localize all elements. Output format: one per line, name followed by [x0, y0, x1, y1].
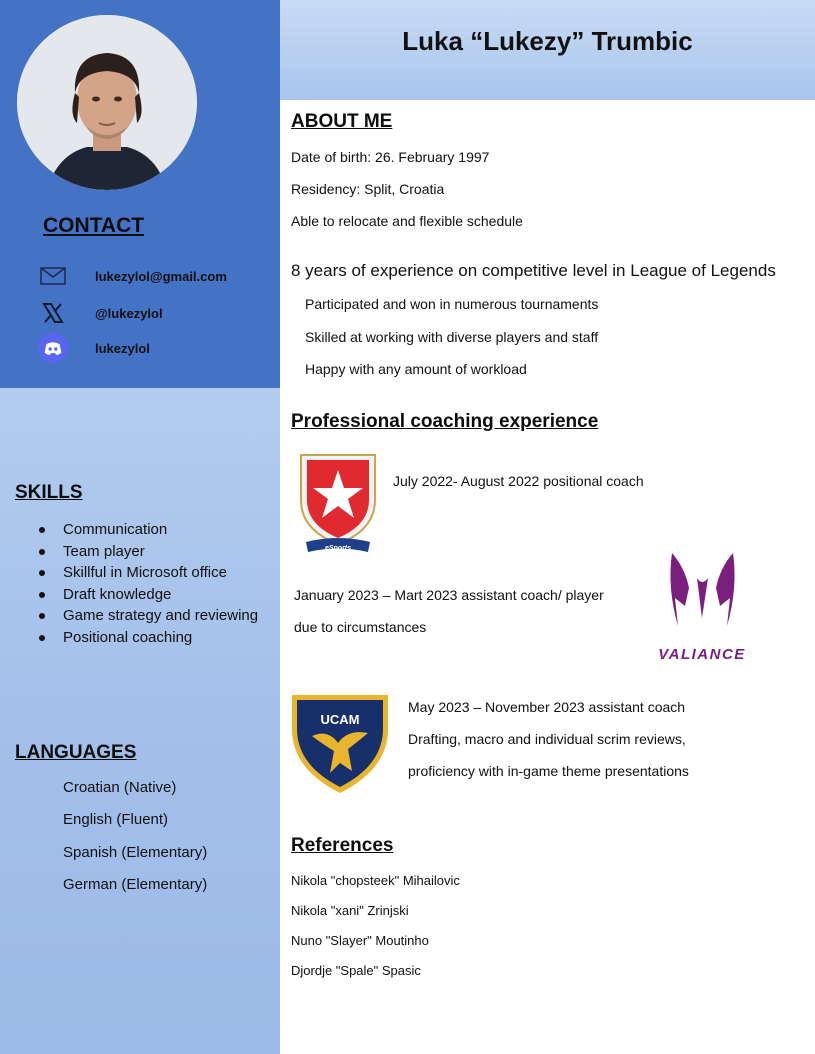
skills-list	[38, 519, 258, 648]
reference-item: Nikola "chopsteek" Mihailovic	[291, 873, 460, 888]
reference-item: Djordje "Spale" Spasic	[291, 963, 421, 978]
references-heading: References	[291, 835, 394, 856]
about-residency: Residency: Split, Croatia	[291, 181, 445, 197]
reference-item: Nikola "xani" Zrinjski	[291, 903, 409, 918]
about-point: Happy with any amount of workload	[305, 361, 527, 377]
about-point: Participated and won in numerous tournaments	[305, 296, 599, 312]
skill-item: Team player	[38, 541, 258, 563]
esports-logo-text: eSports	[324, 545, 352, 552]
coaching-heading: Professional coaching experience	[291, 411, 599, 432]
ucam-logo-text: UCAM	[320, 712, 360, 727]
contact-twitter-row[interactable]	[38, 299, 163, 327]
coaching-entry-3-line-2: Drafting, macro and individual scrim reviews,	[408, 731, 686, 747]
coaching-entry-2-line-2: due to circumstances	[294, 619, 427, 635]
header-banner	[280, 0, 815, 100]
discord-icon	[38, 334, 68, 362]
contact-twitter[interactable]: @lukezylol	[95, 305, 163, 321]
x-twitter-icon	[38, 299, 68, 327]
candidate-name: Luka “Lukezy” Trumbic	[402, 26, 693, 56]
skill-item: Communication	[38, 519, 258, 541]
red-star-esports-logo	[298, 452, 378, 565]
mail-icon	[38, 262, 68, 290]
coaching-entry-3-line-3: proficiency with in-game theme presentations	[408, 763, 689, 779]
contact-discord[interactable]: lukezylol	[95, 340, 150, 356]
about-experience: 8 years of experience on competitive level in League of Legends	[291, 261, 776, 280]
contact-email[interactable]: lukezylol@gmail.com	[95, 268, 227, 284]
skill-item: Skillful in Microsoft office	[38, 562, 258, 584]
ucam-logo	[290, 691, 392, 800]
about-dob: Date of birth: 26. February 1997	[291, 149, 490, 165]
contact-heading: CONTACT	[43, 214, 145, 237]
skill-item: Positional coaching	[38, 627, 258, 649]
coaching-entry-3-line-1: May 2023 – November 2023 assistant coach	[408, 699, 686, 715]
about-relocate: Able to relocate and flexible schedule	[291, 213, 523, 229]
contact-discord-row[interactable]	[38, 334, 150, 362]
coaching-entry-2-line-1: January 2023 – Mart 2023 assistant coach/ player	[294, 587, 604, 603]
valiance-logo-text: VALIANCE	[658, 646, 746, 663]
skill-item: Draft knowledge	[38, 584, 258, 606]
skills-heading: SKILLS	[15, 482, 83, 503]
language-item: Spanish (Elementary)	[63, 844, 208, 861]
profile-photo	[17, 15, 197, 190]
language-item: German (Elementary)	[63, 876, 208, 893]
valiance-logo	[645, 548, 760, 671]
about-point: Skilled at working with diverse players and staff	[305, 329, 599, 345]
reference-item: Nuno "Slayer" Moutinho	[291, 933, 429, 948]
about-heading: ABOUT ME	[291, 111, 393, 132]
coaching-entry-1: July 2022- August 2022 positional coach	[393, 473, 644, 489]
skill-item: Game strategy and reviewing	[38, 605, 258, 627]
language-item: English (Fluent)	[63, 811, 169, 828]
language-item: Croatian (Native)	[63, 779, 177, 796]
contact-email-row[interactable]	[38, 262, 227, 290]
languages-heading: LANGUAGES	[15, 742, 137, 763]
